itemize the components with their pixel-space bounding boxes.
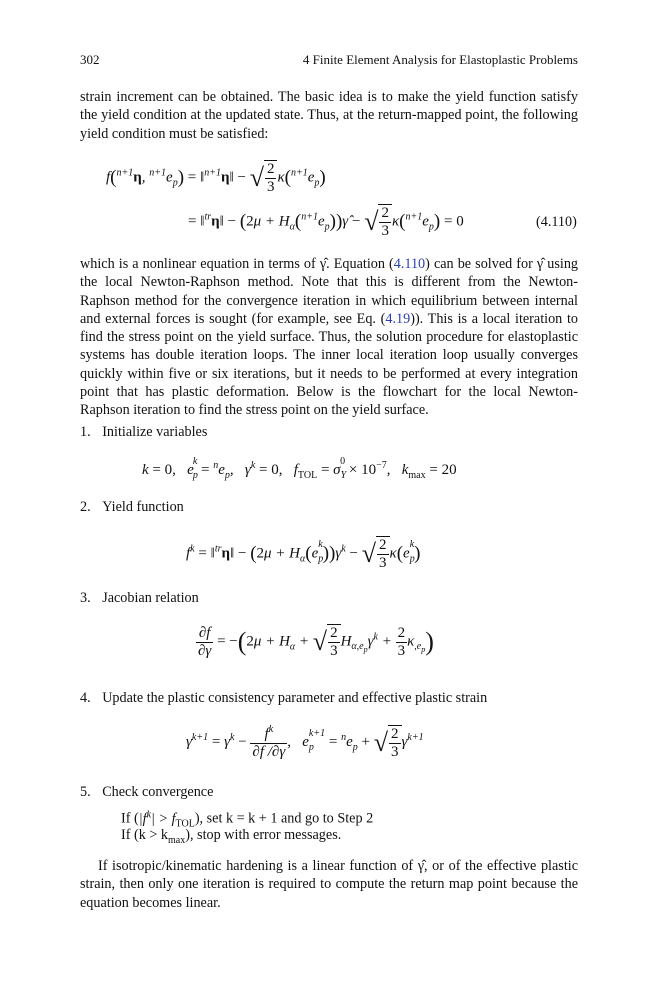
step-number: 5. <box>80 784 91 800</box>
step-5-condition-2-text-after: ), stop with error messages. <box>185 827 342 843</box>
step-number: 2. <box>80 499 91 515</box>
equation-ref-link[interactable]: 4.19 <box>385 310 411 327</box>
step-5 <box>80 784 213 801</box>
equation-4-110-line2: = ‖$^{tr}$η‖ − $(2\mu + H_\alpha(^{n+1}e_p))\gammâ$ − √ $\frac{2}{3}$ $\kappa(^{n+1}e_p) = 0$ <box>188 205 464 239</box>
equation-4-110-line1: f($^{n+1}$η, $^{n+1}e_p$) = ‖$^{n+1}$η‖ − √ $\frac{2}{3}$ $\kappa(^{n+1}e_p)$ <box>106 161 326 195</box>
step-1-equation: k = 0, $e_p^k = ^ne_p$, $\gamma^k = 0$, $f_{TOL} = \sigma_Y^0 \times 10^{-7}$, $k_{max} = 20$ <box>142 456 457 481</box>
step-2 <box>80 499 184 516</box>
step-5-condition-2: If $(k > k_{max})$, stop with error messages. <box>121 827 342 846</box>
step-number: 3. <box>80 590 91 606</box>
page-number: 302 <box>80 52 100 67</box>
running-title: 4 Finite Element Analysis for Elastoplastic Problems <box>302 52 578 67</box>
step-title: Check convergence <box>102 784 214 800</box>
step-5-condition-1: If $(|f^k| > f_{TOL})$, set k = k + 1 and go to Step 2 <box>121 809 374 830</box>
step-1 <box>80 424 207 441</box>
step-3 <box>80 590 199 607</box>
paragraph-text-3: )). This is a local iteration to find the stress point on the yield surface. Thus, the solution procedure for elastoplastic systems has double iteration loops. The inner local iteration loop usually converges quickly within five or six iterations, but it needs to be performed at every integration point that has plastic deformation. Below is the flowchart for the local Newton-Raphson iteration to find the stress point on the yield surface. <box>80 310 578 419</box>
equation-label-4-110: (4.110) <box>536 214 577 230</box>
closing-text: If isotropic/kinematic hardening is a linear function of γ̂, or of the effective plastic strain, then only one iteration is required to compute the return map point because the equation becomes linear. <box>80 858 578 911</box>
intro-text: strain increment can be obtained. The basic idea is to make the yield function satisfy the yield condition at the updated state. Thus, at the return-mapped point, the following yield condition must be satisfied: <box>80 89 578 142</box>
step-number: 4. <box>80 690 91 706</box>
paragraph-text-1: which is a nonlinear equation in terms of γ̂. Equation ( <box>80 256 394 272</box>
paragraph-text-2: ) can be solved for γ̂ using the local Newton-Raphson method. Note that this is different from the Newton-Raphson method for the convergence iteration in which equilibrium between internal and external forces is sought (for example, see Eq. ( <box>80 256 579 327</box>
body-paragraph <box>80 255 578 420</box>
intro-paragraph <box>80 88 578 143</box>
step-title: Initialize variables <box>102 424 208 440</box>
step-3-equation: $\frac{\partial f}{\partial\gamma}$ = $-(2\mu + H_\alpha$ + √ $\frac{2}{3}$ $H_{\alpha,e_p}\gamma^k$ + $\frac{2}{3}$ $\kappa_{,e_p}$) <box>198 624 434 659</box>
step-title: Yield function <box>102 499 184 515</box>
equation-ref-link[interactable]: 4.110 <box>393 256 426 272</box>
step-number: 1. <box>80 424 91 440</box>
closing-paragraph <box>80 857 578 912</box>
step-4 <box>80 690 487 707</box>
step-title: Jacobian relation <box>102 590 199 606</box>
step-5-condition-2-text: If (k > k <box>121 827 169 843</box>
step-5-condition-1-text: , set k = k + 1 and go to Step 2 <box>199 810 374 827</box>
step-4-equation: $\gamma^{k+1} = \gamma^k$ − $\frac{f^k}{\partial f /\partial\gamma}$ , $e_p^{k+1} = ^ne_p$ + √ $\frac{2}{3}$ $\gamma^{k+1}$ <box>186 724 424 760</box>
step-title: Update the plastic consistency parameter and effective plastic strain <box>102 690 488 706</box>
step-2-equation: $f^k$ = ‖$^{tr}$η‖ − $(2\mu + H_\alpha(e_p^k))\gamma^k$ − √ $\frac{2}{3}$ $\kappa(e_p^k)$ <box>186 537 421 571</box>
